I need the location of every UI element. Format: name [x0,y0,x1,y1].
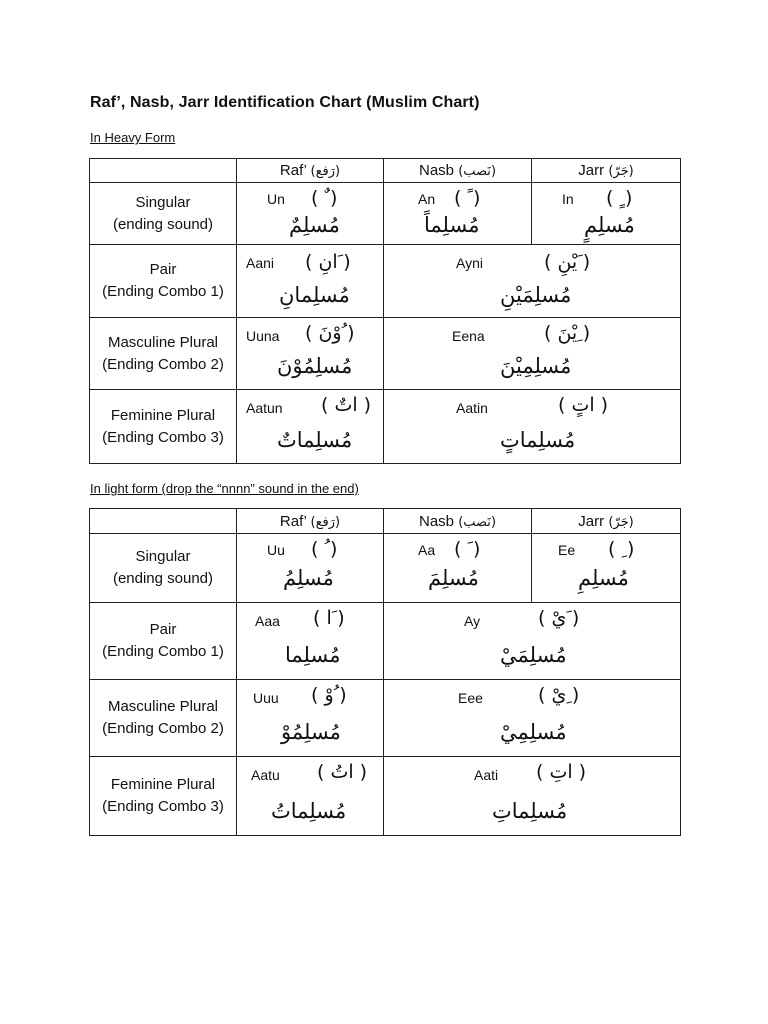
row-label-feminine-plural [90,390,237,464]
transliteration: Un [267,191,285,207]
ending-pattern: ( َ ) [454,538,481,560]
ending-pattern: ( ً ) [454,187,481,209]
transliteration: Ay [464,613,481,629]
row-label-line2: (Ending Combo 1) [102,283,224,300]
row-label-line1: Masculine Plural [107,333,219,351]
transliteration: Uuna [246,328,280,344]
pair-row [90,603,681,680]
transliteration: Uuu [253,690,279,706]
ending-pattern: ( َا ) [313,607,345,629]
row-label-singular [90,534,237,603]
ending-pattern: ( ِيْنَ ) [544,322,591,344]
row-label-line1: Masculine Plural [107,698,219,715]
arabic-word: مُسلِمٌ [289,213,340,237]
row-label-feminine-plural [90,757,237,836]
raf-pair-cell [237,603,384,680]
masculine-plural-row [90,318,681,390]
arabic-word: مُسلِمَ [428,566,479,590]
transliteration: An [418,191,436,207]
jarr-header-label: Jarr [578,162,605,179]
nasb-jarr-pair-cell [384,603,681,680]
row-label-line1: Singular [135,548,191,565]
transliteration: Eee [458,690,483,706]
transliteration: Ee [558,542,576,558]
ending-pattern: ( ِ ) [608,538,635,560]
ending-pattern: ( َيْ ) [538,607,580,629]
nasb-singular-cell [384,183,532,245]
transliteration: Aatu [251,767,280,783]
arabic-word: مُسلِماتِ [492,799,568,823]
arabic-word: مُسلِمانِ [279,283,350,307]
heavy-form-heading: In Heavy Form [90,130,176,145]
row-label-line1: Pair [149,621,177,638]
jarr-header [532,509,681,534]
row-label-line2: (ending sound) [112,215,214,233]
raf-feminine-cell [237,757,384,836]
nasb-header [384,509,532,534]
row-label-line1: Singular [135,193,191,211]
ending-pattern: ( َيْنِ ) [544,251,591,273]
row-label-masculine-plural [90,680,237,757]
arabic-word: مُسلِما [285,643,341,667]
arabic-word: مُسلِمِ [578,566,629,590]
raf-masculine-cell [237,318,384,390]
transliteration: Aani [246,255,275,271]
page-title: Raf’, Nasb, Jarr Identification Chart (Muslim Chart) [90,94,480,111]
nasb-singular-cell [384,534,532,603]
arabic-word: مُسلِمُوْ [281,720,341,744]
arabic-word: مُسلِماتٍ [500,428,576,452]
jarr-header [532,159,681,183]
ending-pattern: ( ُوْنَ ) [305,322,355,344]
raf-header-arabic: (رَفع) [310,164,341,179]
raf-header [237,509,384,534]
nasb-jarr-masculine-cell [384,318,681,390]
row-label-pair [90,603,237,680]
ending-pattern: ( اتُ ) [317,761,368,783]
ending-pattern: ( ُوْ ) [311,684,347,706]
header-row [90,159,681,183]
empty-header-cell [90,159,237,183]
transliteration: Ayni [456,255,483,271]
header-row [90,509,681,534]
ending-pattern: ( ٌ ) [311,187,338,209]
jarr-singular-cell [532,534,681,603]
raf-header-label: Raf’ [279,162,307,179]
row-label-line2: (Ending Combo 2) [102,355,224,373]
pair-row [90,245,681,318]
singular-row [90,183,681,245]
nasb-header [384,159,532,183]
empty-header-cell [90,509,237,534]
singular-row [90,534,681,603]
ending-pattern: ( ٍ ) [606,187,633,209]
row-label-line1: Pair [149,261,177,278]
transliteration: Aatin [456,400,488,416]
heavy-form-table [89,158,681,464]
raf-header-arabic: (رَفع) [310,514,341,530]
raf-singular-cell [237,183,384,245]
arabic-word: مُسلِماتُ [271,799,347,823]
arabic-word: مُسلِمِيْنَ [500,354,572,378]
ending-pattern: ( ُ ) [311,538,338,560]
jarr-header-arabic: (جَرّ) [608,514,634,530]
row-label-line2: (Ending Combo 3) [102,428,224,446]
arabic-word: مُسلِماتٌ [277,428,353,452]
arabic-word: مُسلِمُوْنَ [277,354,353,378]
raf-header-label: Raf’ [279,512,307,530]
ending-pattern: ( اتٍ ) [558,394,609,416]
transliteration: In [562,191,574,207]
row-label-line2: (Ending Combo 1) [102,643,224,660]
row-label-pair [90,245,237,318]
transliteration: Uu [267,542,285,558]
arabic-word: مُسلِمَيْنِ [500,283,572,307]
transliteration: Aa [418,542,436,558]
masculine-plural-row [90,680,681,757]
nasb-header-label: Nasb [418,512,455,530]
row-label-line1: Feminine Plural [110,776,216,793]
row-label-line2: (Ending Combo 3) [102,798,224,815]
ending-pattern: ( َانِ ) [305,251,351,273]
light-form-table [89,508,681,836]
nasb-header-arabic: (نَصب) [458,514,497,530]
nasb-header-label: Nasb [418,162,455,179]
raf-feminine-cell [237,390,384,464]
ending-pattern: ( اتٌ ) [321,394,372,416]
jarr-header-arabic: (جَرّ) [608,164,634,179]
arabic-word: مُسلِماً [424,213,480,237]
feminine-plural-row [90,757,681,836]
feminine-plural-row [90,390,681,464]
row-label-masculine-plural [90,318,237,390]
raf-masculine-cell [237,680,384,757]
transliteration: Eena [452,328,485,344]
transliteration: Aatun [246,400,283,416]
arabic-word: مُسلِمَيْ [500,643,567,667]
ending-pattern: ( اتِ ) [536,761,587,783]
jarr-header-label: Jarr [578,512,605,530]
light-form-heading: In light form (drop the “nnnn” sound in the end) [90,481,359,496]
raf-pair-cell [237,245,384,318]
jarr-singular-cell [532,183,681,245]
transliteration: Aati [474,767,499,783]
arabic-word: مُسلِمُ [283,566,334,590]
ending-pattern: ( ِيْ ) [538,684,580,706]
nasb-jarr-masculine-cell [384,680,681,757]
nasb-header-arabic: (نَصب) [458,164,497,179]
transliteration: Aaa [255,613,280,629]
arabic-word: مُسلِمٍ [584,213,635,237]
nasb-jarr-feminine-cell [384,757,681,836]
nasb-jarr-pair-cell [384,245,681,318]
row-label-singular [90,183,237,245]
row-label-line2: (Ending Combo 2) [102,720,224,737]
row-label-line2: (ending sound) [112,570,214,587]
arabic-word: مُسلِمِيْ [500,720,567,744]
raf-singular-cell [237,534,384,603]
nasb-jarr-feminine-cell [384,390,681,464]
row-label-line1: Feminine Plural [110,406,216,424]
raf-header [237,159,384,183]
